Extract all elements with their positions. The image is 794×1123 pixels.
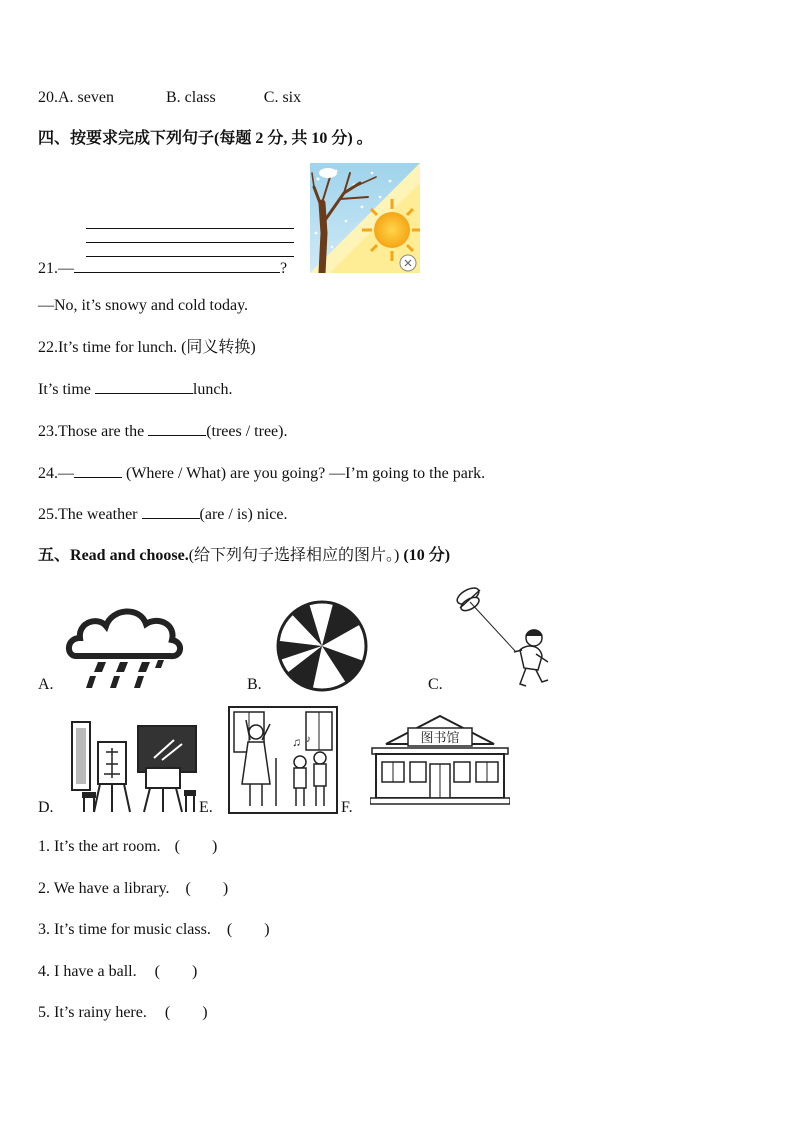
picture-b-ball [272,600,372,692]
question-23 [38,421,287,442]
picture-c-kite [450,578,554,693]
q21-answer-line-3 [86,256,294,257]
picture-d-label: D. [38,799,54,816]
q23-end: (trees / tree). [206,423,288,440]
q24-blank[interactable] [74,463,122,478]
question-20 [38,88,301,108]
q22-blank[interactable] [95,379,193,394]
item-1-answer-paren[interactable]: ( ) [174,838,218,855]
q22-rewrite-end: lunch. [192,381,233,398]
question-24 [38,463,485,484]
q21-blank[interactable] [74,258,280,273]
q21-answer-line-1 [86,228,294,229]
q24-start: 24.— [38,465,74,482]
question-22 [38,338,256,358]
picture-f-library [370,714,510,806]
q21-question-mark: ? [280,260,288,277]
section-5-number: 五、 [38,547,71,564]
item-3-text: 3. It’s time for music class. [38,921,211,938]
item-5-answer-paren[interactable]: ( ) [164,1004,208,1021]
list-item [38,1003,208,1023]
picture-a-rain-cloud [64,600,184,695]
picture-d-art-room [70,718,198,814]
item-2-text: 2. We have a library. [38,880,170,897]
list-item [38,879,228,899]
q21-answer-line-2 [86,242,294,243]
picture-c-label: C. [428,676,443,693]
weather-image [310,163,420,273]
picture-e-label: E. [199,799,213,816]
q21-answer: —No, it’s snowy and cold today. [38,297,249,314]
item-3-answer-paren[interactable]: ( ) [226,921,270,938]
q20-option-a: A. seven [58,89,114,106]
q20-number: 20. [38,89,58,106]
q25-end: (are / is) nice. [199,506,288,523]
picture-b-label: B. [247,676,262,693]
section-5-heading: Read and choose. [70,547,189,564]
section-5-title [38,546,450,566]
q22-rewrite [38,379,232,400]
item-4-answer-paren[interactable]: ( ) [154,963,198,980]
section-5-instruction: (给下列句子选择相应的图片。) [188,547,400,564]
item-5-text: 5. It’s rainy here. [38,1004,147,1021]
item-4-text: 4. I have a ball. [38,963,137,980]
picture-e-music-class [228,706,338,814]
q24-end: (Where / What) are you going? —I’m going to the park. [126,465,486,482]
q25-blank[interactable] [142,504,200,519]
q20-option-c: C. six [263,89,302,106]
q21-number: 21. [38,260,58,277]
list-item [38,962,197,982]
section-5-score: (10 分) [403,547,451,564]
q20-option-b: B. class [165,89,216,106]
q23-start: 23.Those are the [38,423,145,440]
library-sign-text: 图书馆 [420,731,460,746]
svg-text:♫: ♫ [292,735,301,749]
question-25 [38,504,287,525]
list-item [38,920,270,940]
list-item [38,837,217,857]
q21-dash: — [58,260,74,277]
q25-start: 25.The weather [38,506,138,523]
q22-note: (同义转换) [181,339,256,356]
q23-blank[interactable] [148,421,206,436]
section-4-title: 四、按要求完成下列句子(每题 2 分, 共 10 分) 。 [38,130,373,147]
q22-rewrite-start: It’s time [38,381,91,398]
picture-a-label: A. [38,676,54,693]
item-2-answer-paren[interactable]: ( ) [185,880,229,897]
q22-text: 22.It’s time for lunch. [38,339,178,356]
picture-f-label: F. [341,799,353,816]
question-21 [38,258,287,279]
svg-text:♪: ♪ [306,734,311,745]
item-1-text: 1. It’s the art room. [38,838,161,855]
